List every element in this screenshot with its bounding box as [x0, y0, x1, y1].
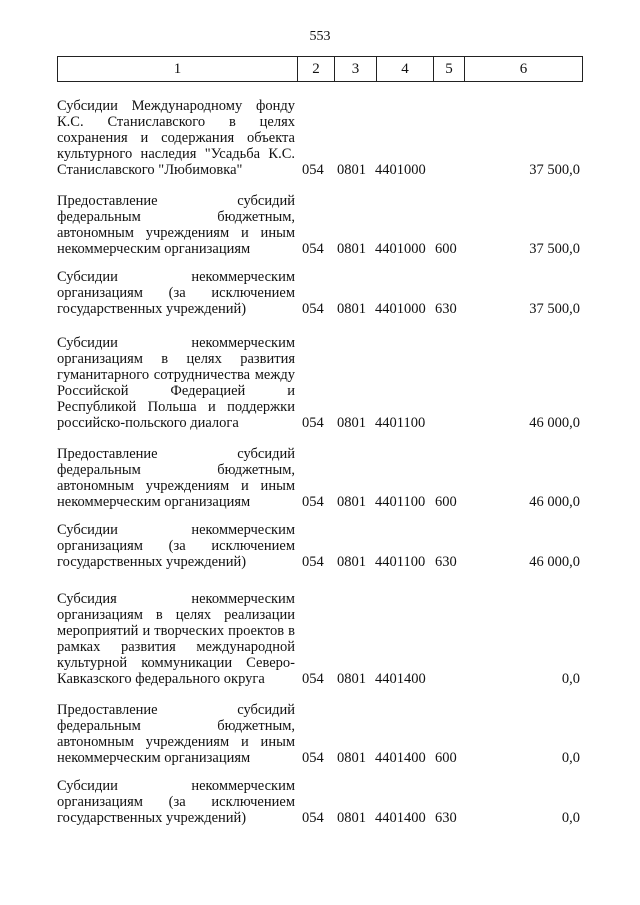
row-amount: 0,0	[561, 671, 580, 687]
row-target-code: 4401100	[375, 554, 426, 570]
row-target-code: 4401100	[375, 494, 426, 510]
row-expense-type: 600	[435, 750, 457, 766]
table-row	[0, 510, 640, 570]
row-expense-type: 630	[435, 554, 457, 570]
row-section-code: 0801	[337, 494, 366, 510]
row-target-code: 4401100	[375, 415, 426, 431]
row-section-code: 0801	[337, 241, 366, 257]
row-amount: 46 000,0	[529, 494, 580, 510]
row-amount: 46 000,0	[529, 415, 580, 431]
column-header-1: 1	[58, 57, 298, 82]
page-number: 553	[309, 29, 331, 44]
table-row	[0, 431, 640, 510]
row-target-code: 4401000	[375, 301, 426, 317]
row-expense-type: 600	[435, 494, 457, 510]
row-section-code: 0801	[337, 671, 366, 687]
row-amount: 37 500,0	[529, 241, 580, 257]
budget-rows	[0, 84, 640, 826]
table-row	[0, 766, 640, 826]
row-description: Субсидии некоммерческим организациям (за исключением государственных учреждений)	[57, 522, 295, 570]
row-ministry-code: 054	[302, 671, 324, 687]
row-description: Субсидии Международному фонду К.С. Станиславского в целях сохранения и содержания объекта культурного наследия "Усадьба К.С. Станиславского "Любимовка"	[57, 98, 295, 178]
row-ministry-code: 054	[302, 415, 324, 431]
row-section-code: 0801	[337, 415, 366, 431]
row-section-code: 0801	[337, 301, 366, 317]
row-target-code: 4401000	[375, 162, 426, 178]
row-description: Субсидии некоммерческим организациям (за исключением государственных учреждений)	[57, 778, 295, 826]
row-ministry-code: 054	[302, 494, 324, 510]
column-header-row	[58, 57, 583, 82]
column-header-5: 5	[434, 57, 465, 82]
row-expense-type: 600	[435, 241, 457, 257]
row-ministry-code: 054	[302, 750, 324, 766]
row-amount: 0,0	[561, 750, 580, 766]
table-row	[0, 257, 640, 317]
row-expense-type: 630	[435, 810, 457, 826]
table-row	[0, 317, 640, 431]
row-description: Предоставление субсидий федеральным бюджетным, автономным учреждениям и иным некоммерческим организациям	[57, 446, 295, 510]
column-header-table	[57, 56, 583, 82]
row-target-code: 4401400	[375, 750, 426, 766]
row-description: Предоставление субсидий федеральным бюджетным, автономным учреждениям и иным некоммерческим организациям	[57, 702, 295, 766]
row-description: Субсидии некоммерческим организациям в целях развития гуманитарного сотрудничества между Российской Федерацией и Республикой Польша и поддержки российско-польского диалога	[57, 335, 295, 431]
table-row	[0, 84, 640, 178]
row-section-code: 0801	[337, 554, 366, 570]
row-target-code: 4401400	[375, 810, 426, 826]
column-header-6: 6	[465, 57, 583, 82]
row-description: Предоставление субсидий федеральным бюджетным, автономным учреждениям и иным некоммерческим организациям	[57, 193, 295, 257]
row-amount: 0,0	[561, 810, 580, 826]
table-row	[0, 687, 640, 766]
row-ministry-code: 054	[302, 241, 324, 257]
row-description: Субсидия некоммерческим организациям в целях реализации мероприятий и творческих проектов в рамках развития международной культурной коммуникации Северо-Кавказского федерального округа	[57, 591, 295, 687]
row-section-code: 0801	[337, 162, 366, 178]
row-amount: 37 500,0	[529, 162, 580, 178]
column-header-3: 3	[335, 57, 377, 82]
row-description: Субсидии некоммерческим организациям (за исключением государственных учреждений)	[57, 269, 295, 317]
row-target-code: 4401400	[375, 671, 426, 687]
row-target-code: 4401000	[375, 241, 426, 257]
row-amount: 46 000,0	[529, 554, 580, 570]
row-expense-type: 630	[435, 301, 457, 317]
row-ministry-code: 054	[302, 301, 324, 317]
row-ministry-code: 054	[302, 810, 324, 826]
table-row	[0, 178, 640, 257]
row-ministry-code: 054	[302, 162, 324, 178]
row-ministry-code: 054	[302, 554, 324, 570]
column-header-4: 4	[377, 57, 434, 82]
column-header-2: 2	[298, 57, 335, 82]
table-row	[0, 570, 640, 687]
row-section-code: 0801	[337, 750, 366, 766]
row-section-code: 0801	[337, 810, 366, 826]
row-amount: 37 500,0	[529, 301, 580, 317]
